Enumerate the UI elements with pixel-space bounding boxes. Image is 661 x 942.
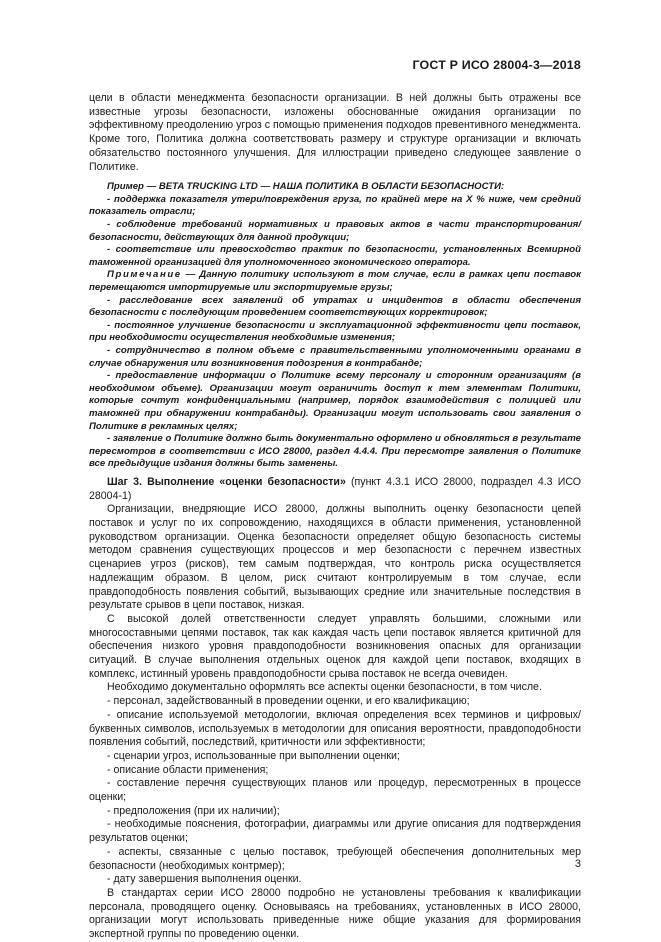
note-item: - предоставление информации о Политике всему персоналу и сторонним организациям (в необходимом объеме). Организации могут ограничить доступ к тем элементам Политики, которые сочтут конфиденциальными (например, порядок взаимодействия с полицией или таможней при обнаружении контрабанды). Организации могут использовать свои заявления о Политике в рекламных целях; <box>89 370 581 432</box>
page-body <box>89 92 581 942</box>
note-item: - расследование всех заявлений об утратах и инцидентов в области обеспечения безопасности с последующим проведением соответствующих корректировок; <box>89 294 581 319</box>
step-paragraph: Необходимо документально оформлять все аспекты оценки безопасности, в том числе. <box>107 681 542 694</box>
list-item: - описание области применения; <box>107 763 269 776</box>
list-item: - аспекты, связанные с целью поставок, требующей обеспечения дополнительных мер безопасности (необходимых контрмер); <box>89 845 581 872</box>
intro-paragraph: цели в области менеджмента безопасности организации. В ней должны быть отражены все известные угрозы безопасности, изложены обоснованные ожидания организации по эффективному преодолению угроз с помощью применения подходов превентивного менеджмента. Кроме того, Политика должна соответствовать размеру и структуре организации и включать обязательство постоянного улучшения. Для иллюстрации приведено следующее заявление о Политике. <box>89 92 581 173</box>
note-text: — Данную политику используют в том случае, если в рамках цепи поставок перемещаются импортируемые или экспортируемые грузы; <box>89 269 581 293</box>
list-item: - предположения (при их наличии); <box>107 804 280 817</box>
document-header: ГОСТ Р ИСО 28004-3—2018 <box>412 58 581 72</box>
step-title: Шаг 3. Выполнение «оценки безопасности» <box>107 475 346 488</box>
example-title: Пример — BETA TRUCKING LTD — НАША ПОЛИТИКА В ОБЛАСТИ БЕЗОПАСНОСТИ: <box>107 181 505 193</box>
closing-paragraph: В стандартах серии ИСО 28000 подробно не установлены требования к квалификации персонала, проводящего оценку. Основываясь на требованиях, установленных в ИСО 28000, организации могут использовать приведенные ниже общие указания для формирования экспертной группы по проведению оценки. <box>89 886 581 941</box>
note-item: - сотрудничество в полном объеме с правительственными уполномоченными органами в случае обнаружения или возникновения подозрения в контрабанде; <box>89 344 581 369</box>
step-paragraph: С высокой долей ответственности следует управлять большими, сложными или многосоставными цепями поставок, так как каждая часть цепи поставок является критичной для обеспечения низкого уровня правдоподобности возникновения опасных для организации ситуаций. В случае выполнения отдельных оценок для каждой цепи поставок, входящих в комплекс, истинный уровень правдоподобности срыва поставок не всегда очевиден. <box>89 612 581 680</box>
page-number: 3 <box>574 858 581 870</box>
note-label: Примечание <box>107 269 182 281</box>
list-item: - описание используемой методологии, включая определения всех терминов и цифровых/буквенных символов, используемых в методологии для описания вероятности, правдоподобности появления событий, последствий, критичности или эффективности; <box>89 708 581 749</box>
example-item: - соответствие или превосходство практик по безопасности, установленных Всемирной таможенной организацией для уполномоченного экономического оператора. <box>89 244 581 268</box>
step-heading <box>89 476 581 503</box>
list-item: - дату завершения выполнения оценки. <box>107 873 302 886</box>
example-item: - соблюдение требований нормативных и правовых актов в части транспортирования/безопасности, действующих для данной продукции; <box>89 219 581 243</box>
list-item: - необходимые пояснения, фотографии, диаграммы или другие описания для подтверждения результатов оценки; <box>89 818 581 845</box>
note-item: - постоянное улучшение безопасности и эксплуатационной эффективности цепи поставок, при необходимости осуществления необходимые изменения; <box>89 319 581 344</box>
note-item: - заявление о Политике должно быть документально оформлено и обновляться в результате пересмотров в соответствии с ИСО 28000, раздел 4.4.4. При пересмотре заявления о Политике все предыдущие издания должны быть заменены. <box>89 433 581 470</box>
step-reference: (пункт 4.3.1 ИСО 28000, подраздел 4.3 ИСО 28004-1) <box>89 475 581 502</box>
list-item: - сценарии угроз, использованные при выполнении оценки; <box>107 749 400 762</box>
step-paragraph: Организации, внедряющие ИСО 28000, должны выполнить оценку безопасности цепей поставок и услуг по их сопровождению, находящихся в области применения, установленной руководством организации. Оценка безопасности определяет общую безопасность системы методом сравнения существующих процессов и мер безопасности с перечнем известных сценариев угроз (рисков), тем самым подтверждая, что контроль риска осуществляется надлежащим образом. В целом, риск считают контролируемым в том случае, если правдоподобность появления событий, вызывающих средние или значительные последствия в результате срывов в цепи поставок, низкая. <box>89 503 581 612</box>
example-item: - поддержка показателя утери/повреждения груза, по крайней мере на X % ниже, чем средний показатель отрасли; <box>89 193 581 218</box>
policy-example <box>89 181 581 471</box>
list-item: - составление перечня существующих планов или процедур, пересмотренных в процессе оценки; <box>89 777 581 804</box>
list-item: - персонал, задействованный в проведении оценки, и его квалификацию; <box>107 695 470 708</box>
example-note <box>89 269 581 294</box>
